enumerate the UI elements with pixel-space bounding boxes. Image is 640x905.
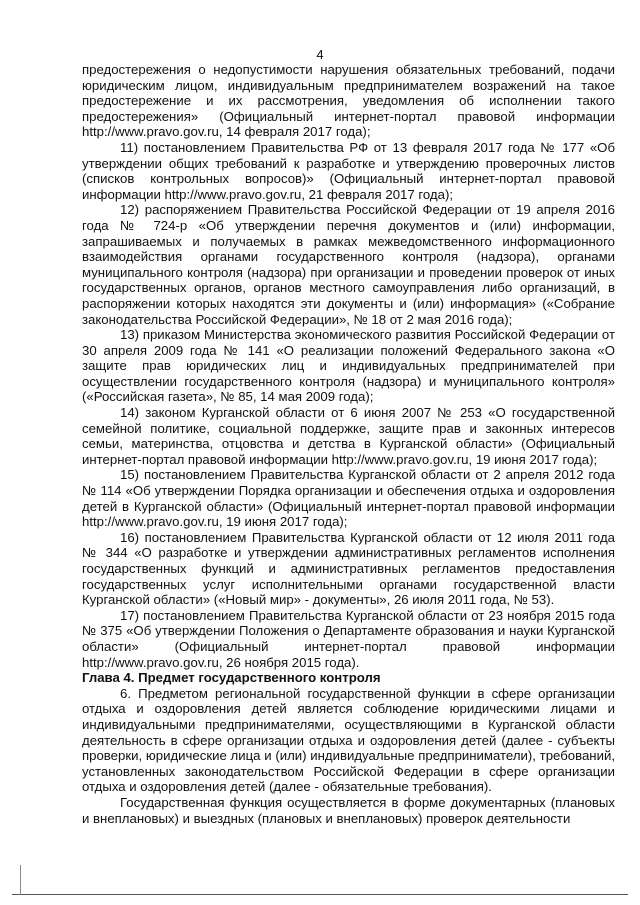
scan-edge-mark — [20, 865, 21, 895]
paragraph-item-15: 15) постановлением Правительства Курганской области от 2 апреля 2012 года № 114 «Об утверждении Порядка организации и обеспечения отдыха и оздоровления детей в Курганской области» (Официальный интернет-портал правовой информации http://www.pravo.gov.ru, 19 июня 2017 года); — [82, 467, 615, 530]
paragraph-item-13: 13) приказом Министерства экономического развития Российской Федерации от 30 апреля 2009 года № 141 «О реализации положений Федерального закона «О защите прав юридических лиц и индивидуальных предпринимателей при осуществлении государственного контроля (надзора) и муниципального контроля» («Российская газета», № 85, 14 мая 2009 года); — [82, 327, 615, 405]
paragraph-section-6: 6. Предметом региональной государственной функции в сфере организации отдыха и оздоровления детей является соблюдение юридическими лицами и индивидуальными предпринимателями, осуществляющими в Курганской области деятельность в сфере организации отдыха и оздоровления детей (далее - субъекты проверки, юридические лица и (или) индивидуальные предприниматели), требований, установленных законодательством Российской Федерации в сфере организации отдыха и оздоровления детей (далее - обязательные требования). — [82, 685, 615, 795]
scan-edge-line — [12, 894, 628, 895]
paragraph-item-14: 14) законом Курганской области от 6 июня 2007 № 253 «О государственной семейной политике, социальной поддержке, защите прав и законных интересов семьи, материнства, отцовства и детства в Курганской области» (Официальный интернет-портал правовой информации http://www.pravo.gov.ru, 19 июня 2017 года); — [82, 405, 615, 467]
paragraph-item-12: 12) распоряжением Правительства Российской Федерации от 19 апреля 2016 года № 724-р «Об утверждении перечня документов и (или) информации, запрашиваемых и получаемых в рамках межведомственного информационного взаимодействия органами государственного контроля (надзора), органами муниципального контроля (надзора) при организации и проведении проверок от иных государственных органов, органов местного самоуправления либо организаций, в распоряжении которых находятся эти документы и (или) информация» («Собрание законодательства Российской Федерации», № 18 от 2 мая 2016 года); — [82, 202, 615, 327]
paragraph-item-17: 17) постановлением Правительства Курганской области от 23 ноября 2015 года № 375 «Об утверждении Положения о Департаменте образования и науки Курганской области» (Официальный интернет-портал правовой информации http://www.pravo.gov.ru, 26 ноября 2015 года). — [82, 607, 615, 670]
paragraph-continuation: предостережения о недопустимости нарушения обязательных требований, подачи юридическим лицом, индивидуальным предпринимателем возражений на такое предостережение и их рассмотрения, уведомления об исполнении такого предостережения» (Официальный интернет-портал правовой информации http://www.pravo.gov.ru, 14 февраля 2017 года); — [82, 62, 615, 140]
document-body — [82, 62, 615, 826]
paragraph-item-11: 11) постановлением Правительства РФ от 13 февраля 2017 года № 177 «Об утверждении общих требований к разработке и утверждению проверочных листов (списков контрольных вопросов)» (Официальный интернет-портал правовой информации http://www.pravo.gov.ru, 21 февраля 2017 года); — [82, 139, 615, 202]
chapter-title: Глава 4. Предмет государственного контроля — [82, 670, 381, 686]
paragraph-item-16: 16) постановлением Правительства Курганской области от 12 июля 2011 года № 344 «О разработке и утверждении административных регламентов исполнения государственных функций и административных регламентов предоставления государственных услуг исполнительными органами государственной власти Курганской области» («Новый мир» - документы», 26 июля 2011 года, № 53). — [82, 529, 615, 608]
page-number: 4 — [316, 47, 324, 62]
paragraph-form-of-function: Государственная функция осуществляется в форме документарных (плановых и внеплановых) и выездных (плановых и внеплановых) проверок деятельности — [82, 794, 615, 826]
